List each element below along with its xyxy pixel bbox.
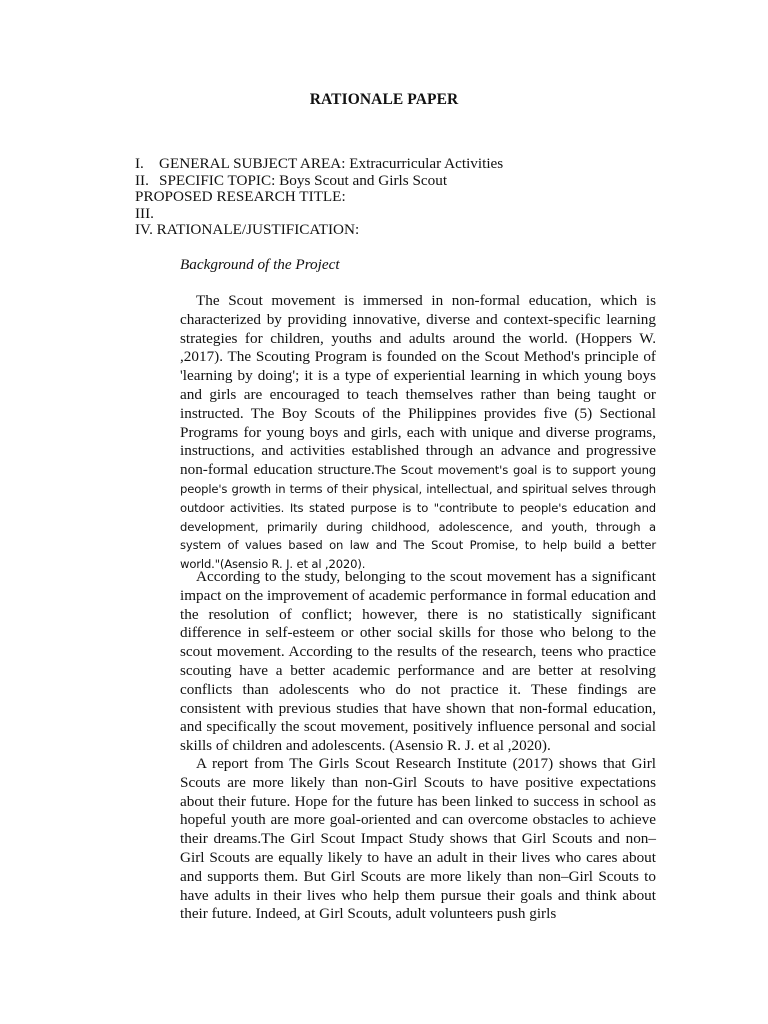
outline-list [135, 156, 503, 239]
outline-item-number: II. [135, 171, 149, 189]
outline-item-text: SPECIFIC TOPIC: Boys Scout and Girls Scout [159, 171, 448, 189]
body-paragraph [180, 292, 656, 574]
body-paragraph: A report from The Girls Scout Research Institute (2017) shows that Girl Scouts are more likely than non-Girl Scouts to have positive expectations about their future. Hope for the future has been linked to success in school as hopeful youth are more goal-oriented and can overcome obstacles to achieve their dreams.The Girl Scout Impact Study shows that Girl Scouts and non–Girl Scouts are equally likely to have an adult in their lives who cares about and supports them. But Girl Scouts are more likely than non–Girl Scouts to have adults in their lives who help them pursue their goals and think about their future. Indeed, at Girl Scouts, adult volunteers push girls [180, 755, 656, 923]
page-title: RATIONALE PAPER [309, 91, 459, 108]
outline-item-text: GENERAL SUBJECT AREA: Extracurricular Activities [159, 155, 504, 172]
outline-item [135, 173, 503, 190]
outline-item-text: RATIONALE/JUSTIFICATION: [156, 221, 360, 238]
outline-item [135, 156, 503, 173]
paragraph-text: The Scout movement is immersed in non-formal education, which is characterized by providing innovative, diverse and context-specific learning strategies for children, youths and adults around the world. (Hoppers W. ,2017). The Scouting Program is founded on the Scout Method's principle of 'learning by doing'; it is a type of experiential learning in which young boys and girls are encouraged to teach themselves rather than being taught or instructed. The Boy Scouts of the Philippines provides five (5) Sectional Programs for young boys and girls, each with unique and diverse programs, instructions, and activities established through an advance and progressive non-formal education structure. [180, 292, 656, 479]
paragraph-text-inserted: The Scout movement's goal is to support young people's growth in terms of their physical, intellectual, and spiritual selves through outdoor activities. Its stated purpose is to "contribute to people's education and development, primarily during childhood, adolescence, and youth, through a system of values based on law and The Scout Promise, to help build a better world."(Asensio R. J. et al ,2020). [180, 463, 656, 572]
outline-item-number: III. [135, 204, 154, 222]
outline-item-number: I. [135, 155, 144, 172]
outline-item [135, 189, 503, 206]
section-heading: Background of the Project [180, 256, 340, 273]
body-paragraph: According to the study, belonging to the scout movement has a significant impact on the improvement of academic performance in formal education and the resolution of conflict; however, there is no statistically significant difference in self-esteem or other social skills for those who belong to the scout movement. According to the results of the research, teens who practice scouting have a better academic performance and are better at resolving conflicts than adolescents who do not practice it. These findings are consistent with previous studies that have shown that non-formal education, and specifically the scout movement, positively influence personal and social skills of children and adolescents. (Asensio R. J. et al ,2020). [180, 568, 656, 755]
outline-item-number: IV. [135, 221, 153, 238]
outline-item [135, 222, 503, 239]
outline-item-text: PROPOSED RESEARCH TITLE: [135, 188, 346, 205]
outline-item [135, 206, 503, 223]
